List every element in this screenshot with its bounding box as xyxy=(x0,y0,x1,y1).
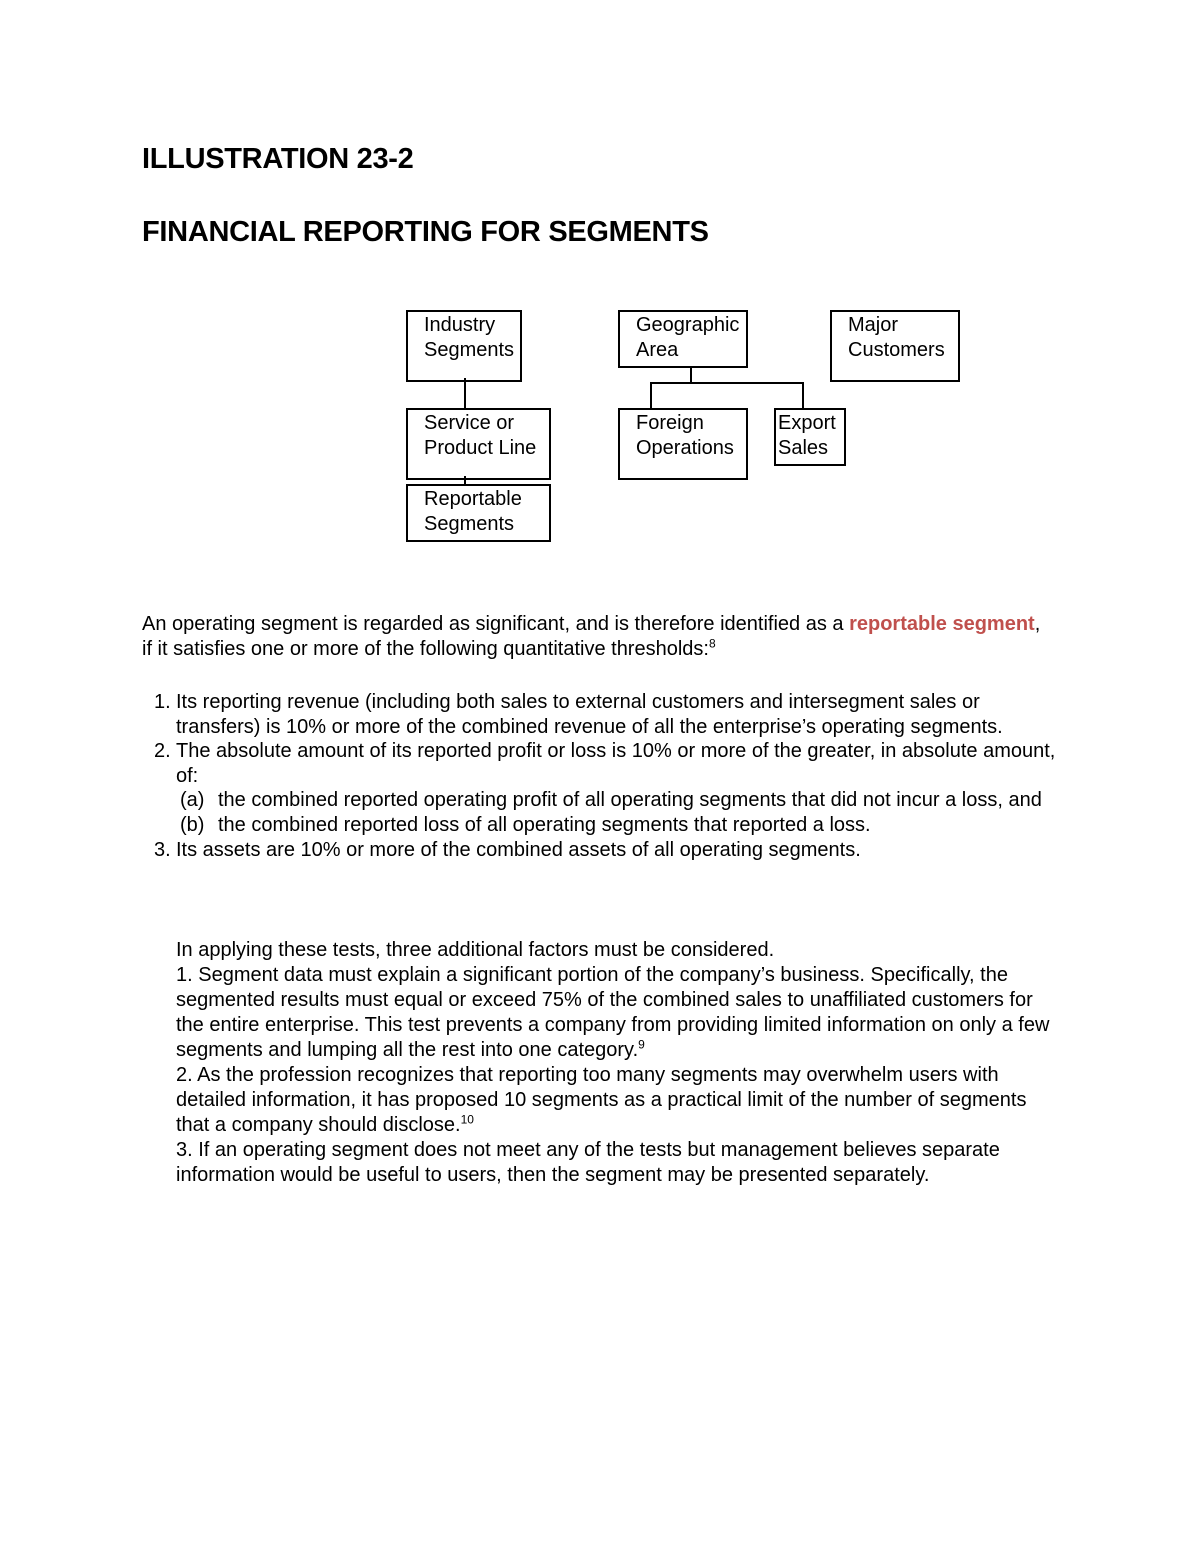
list-subitem: (b) the combined reported loss of all operating segments that reported a loss. xyxy=(180,813,871,836)
page-title: FINANCIAL REPORTING FOR SEGMENTS xyxy=(142,216,709,248)
connector-industry-service xyxy=(464,378,466,410)
additional-factors xyxy=(176,938,1056,1188)
thresholds-list xyxy=(142,690,1062,862)
foreign-operations-box: Foreign Operations xyxy=(618,408,748,480)
connector-geo-foreign xyxy=(650,382,652,410)
reportable-segments-box: Reportable Segments xyxy=(406,484,551,542)
factor-item: 3. If an operating segment does not meet any of the tests but management believes separate information would be useful to users, then the segment may be presented separately. xyxy=(176,1139,1000,1186)
list-item: 3. Its assets are 10% or more of the combined assets of all operating segments. xyxy=(154,838,861,861)
reportable-segment-term: reportable segment xyxy=(849,613,1035,635)
major-customers-box: Major Customers xyxy=(830,310,960,382)
list-subitem: (a) the combined reported operating profit of all operating segments that did not incur a loss, and xyxy=(180,789,1042,812)
connector-geo-bar xyxy=(650,382,804,384)
geographic-area-box: Geographic Area xyxy=(618,310,748,368)
factor-item: 1. Segment data must explain a significant portion of the company’s business. Specifically, the segmented results must equal or exceed 75% of the combined sales to unaffiliated customers for the entire enterprise. This test prevents a company from providing limited information on only a few segments and lumping all the rest into one category.$^9$ xyxy=(176,964,1050,1061)
export-sales-box: Export Sales xyxy=(774,408,846,466)
service-product-line-box: Service or Product Line xyxy=(406,408,551,480)
factor-item: 2. As the profession recognizes that reporting too many segments may overwhelm users with detailed information, it has proposed 10 segments as a practical limit of the number of segments that a company should disclose.$^{10}$ xyxy=(176,1064,1027,1136)
industry-segments-box: Industry Segments xyxy=(406,310,522,382)
intro-paragraph: An operating segment is regarded as significant, and is therefore identified as a reportable segment, if it satisfies one or more of the following quantitative thresholds:$^8$ xyxy=(142,613,1041,660)
factors-lead: In applying these tests, three additional factors must be considered. xyxy=(176,939,775,961)
list-item: 2. The absolute amount of its reported profit or loss is 10% or more of the greater, in absolute amount, of: xyxy=(154,740,1056,787)
list-item: 1. Its reporting revenue (including both sales to external customers and intersegment sales or transfers) is 10% or more of the combined revenue of all the enterprise’s operating segments. xyxy=(154,691,1003,738)
illustration-number: ILLUSTRATION 23-2 xyxy=(142,143,414,175)
connector-geo-export xyxy=(802,382,804,410)
